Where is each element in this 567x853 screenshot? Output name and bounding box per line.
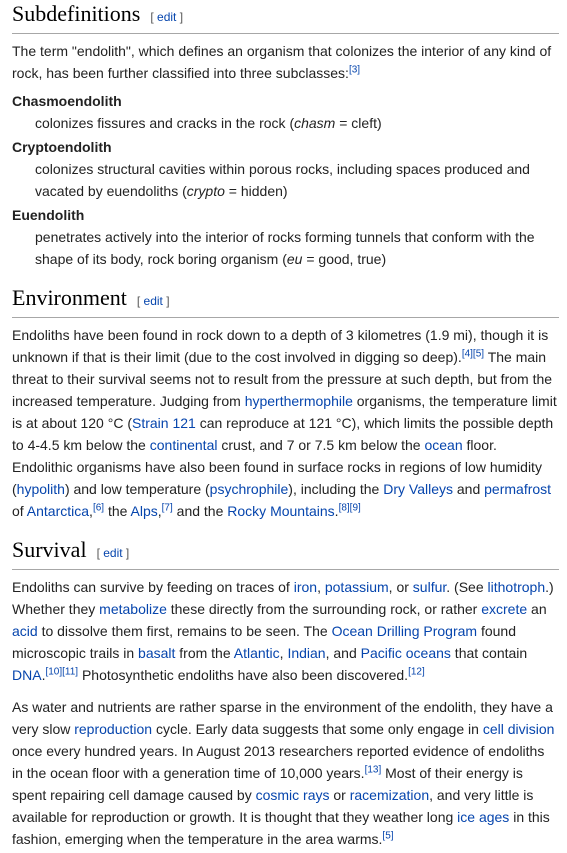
link-racemization[interactable]: racemization [349,787,430,803]
link-cell-division[interactable]: cell division [482,721,555,737]
reference-link[interactable]: [7] [161,502,173,514]
paragraph: As water and nutrients are rather sparse in the environment of the endolith, they have a very slow reproduction cycle. Early data suggests that some only engage in cell division once every hundred years. In August 2013 researchers reported evidence of endoliths in the ocean floor with a generation time of 10,000 years.[13] Most of their energy is spent repairing cell damage caused by cosmic rays or racemization, and very little is available for reproduction or growth. It is thought that they weather long ice ages in this fashion, emerging when the temperature in the area warms.[5] [12,699,555,847]
reference-link[interactable]: [8][9] [338,502,361,514]
section-environment [12,284,559,522]
link-rocky-mountains[interactable]: Rocky Mountains [227,503,335,519]
reference-link[interactable]: [3] [348,64,361,76]
edit-link[interactable]: edit [103,546,123,560]
link-iron[interactable]: iron [293,579,318,595]
reference-link[interactable]: [5] [382,830,394,842]
reference-link[interactable]: [13] [364,764,382,776]
link-potassium[interactable]: potassium [324,579,389,595]
link-strain-121[interactable]: Strain 121 [132,415,196,431]
section-heading [12,284,559,318]
link-alps[interactable]: Alps [130,503,158,519]
definition-description: penetrates actively into the interior of rocks forming tunnels that conform with the shape of its body, rock boring organism (eu = good, true) [35,229,535,267]
link-pacific-oceans[interactable]: Pacific oceans [360,645,451,661]
definition-list [12,90,559,270]
link-atlantic[interactable]: Atlantic [233,645,280,661]
edit-section: [ edit ] [150,10,184,24]
link-antarctica[interactable]: Antarctica [26,503,90,519]
reference-link[interactable]: [12] [408,666,425,678]
edit-section: [ edit ] [96,546,130,560]
link-acid[interactable]: acid [12,623,38,639]
link-excrete[interactable]: excrete [481,601,528,617]
heading-text: Survival [12,537,87,562]
section-subdefinitions [12,0,559,270]
link-ocean-drilling-program[interactable]: Ocean Drilling Program [331,623,478,639]
definition-term: Chasmoendolith [12,93,122,109]
link-ocean[interactable]: ocean [424,437,463,453]
link-basalt[interactable]: basalt [138,645,176,661]
link-hyperthermophile[interactable]: hyperthermophile [244,393,353,409]
definition-description: colonizes fissures and cracks in the rock (chasm = cleft) [35,115,382,131]
section-heading [12,536,559,570]
edit-link[interactable]: edit [143,294,163,308]
reference-link[interactable]: [4][5] [461,348,485,360]
link-cosmic-rays[interactable]: cosmic rays [255,787,330,803]
link-sulfur[interactable]: sulfur [412,579,447,595]
edit-section: [ edit ] [136,294,170,308]
reference-link[interactable]: [10][11] [45,666,79,678]
edit-link[interactable]: edit [157,10,177,24]
link-dna[interactable]: DNA [12,667,42,683]
section-survival [12,536,559,850]
link-continental[interactable]: continental [149,437,218,453]
link-reproduction[interactable]: reproduction [74,721,153,737]
link-dry-valleys[interactable]: Dry Valleys [383,481,453,497]
link-indian[interactable]: Indian [287,645,326,661]
paragraph: Endoliths can survive by feeding on traces of iron, potassium, or sulfur. (See lithotroph.) Whether they metabolize these directly from the surrounding rock, or rather excrete an acid to dissolve them first, remains to be seen. The Ocean Drilling Program found microscopic trails in basalt from the Atlantic, Indian, and Pacific oceans that contain DNA.[10][11] Photosynthetic endoliths have also been discovered.[12] [12,579,554,683]
paragraph: Endoliths have been found in rock down to a depth of 3 kilometres (1.9 mi), though it is unknown if that is their limit (due to the cost involved in digging so deep).[4][5] The main threat to their survival seems not to result from the pressure at such depth, but from the increased temperature. Judging from hyperthermophile organisms, the temperature limit is at about 120 °C (Strain 121 can reproduce at 121 °C), which limits the possible depth to 4-4.5 km below the continental crust, and 7 or 7.5 km below the ocean floor. Endolithic organisms have also been found in surface rocks in regions of low humidity (hypolith) and low temperature (psychrophile), including the Dry Valleys and permafrost of Antarctica,[6] the Alps,[7] and the Rocky Mountains.[8][9] [12,327,557,519]
link-psychrophile[interactable]: psychrophile [209,481,289,497]
link-lithotroph[interactable]: lithotroph [487,579,546,595]
paragraph [12,40,559,84]
definition-description: colonizes structural cavities within porous rocks, including spaces produced and vacated by euendoliths (crypto = hidden) [35,161,530,199]
section-heading [12,0,559,34]
link-ice-ages[interactable]: ice ages [457,809,510,825]
definition-term: Cryptoendolith [12,139,112,155]
text: The term "endolith", which defines an organism that colonizes the interior of any kind of rock, has been further classified into three subclasses: [12,43,552,81]
link-metabolize[interactable]: metabolize [99,601,167,617]
link-hypolith[interactable]: hypolith [16,481,65,497]
definition-term: Euendolith [12,207,85,223]
heading-text: Environment [12,285,127,310]
reference-link[interactable]: [6] [92,502,105,514]
link-permafrost[interactable]: permafrost [484,481,552,497]
heading-text: Subdefinitions [12,1,141,26]
